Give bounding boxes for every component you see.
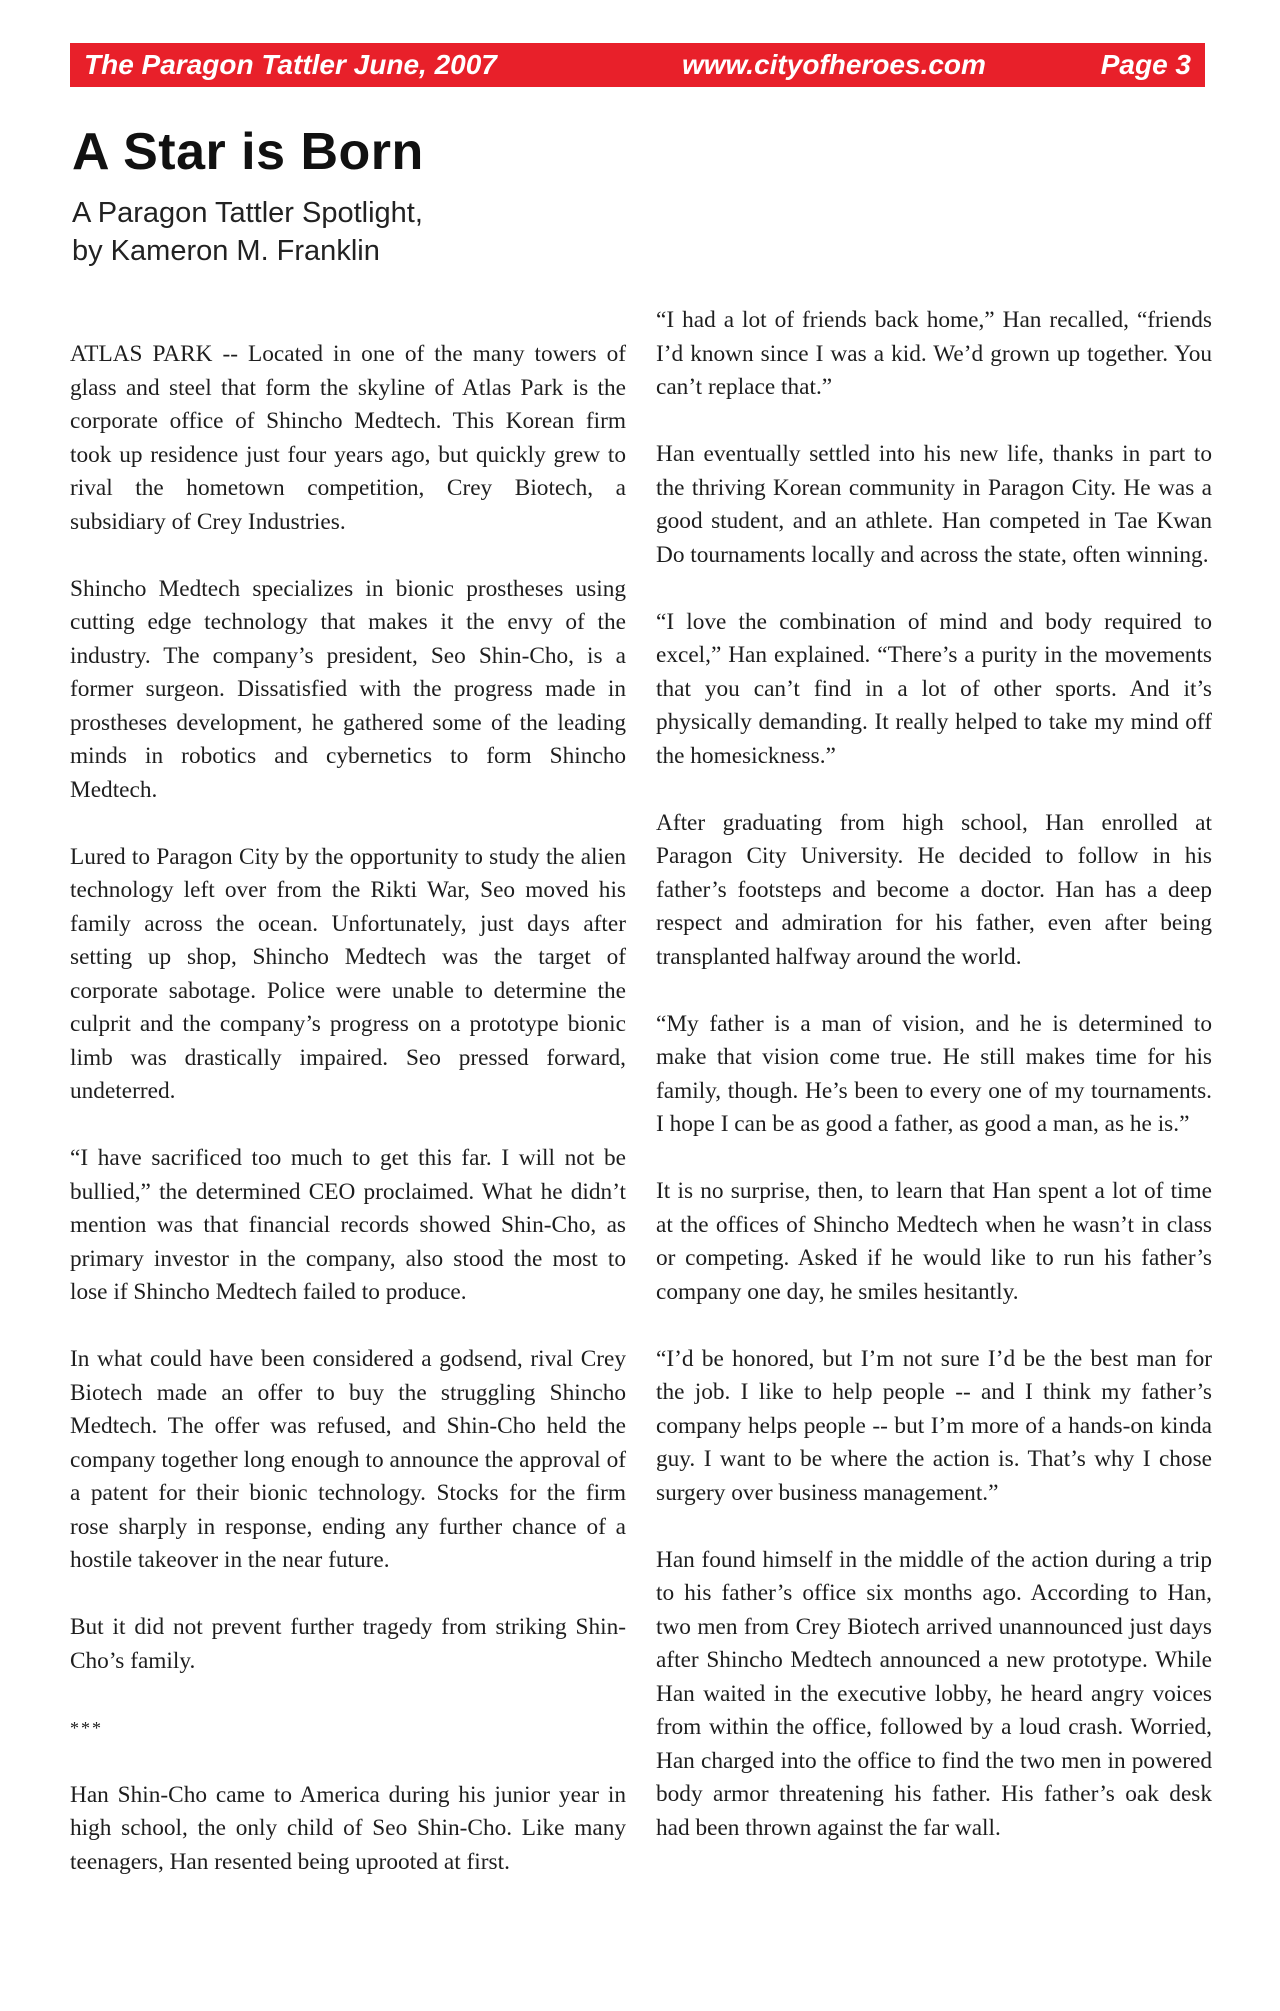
paragraph: “I’d be honored, but I’m not sure I’d be the best man for the job. I like to help people -- and I think my father’s company helps people -- but I’m more of a hands-on kinda guy. I want to be where the action is. That’s why I chose surgery over business management.” [656, 1345, 1212, 1506]
section-separator: *** [70, 1717, 103, 1738]
article-subtitle [72, 194, 423, 270]
publication-title: The Paragon Tattler June, 2007 [84, 49, 497, 80]
paragraph: After graduating from high school, Han enrolled at Paragon City University. He decided to follow in his father’s footsteps and become a doctor. Han has a deep respect and admiration for his father, even after being transplanted halfway around the world. [656, 809, 1212, 970]
paragraph: It is no surprise, then, to learn that Han spent a lot of time at the offices of Shincho Medtech when he wasn’t in class or competing. Asked if he would like to run his father’s company one day, he smiles hesitantly. [656, 1178, 1212, 1305]
paragraph: “I had a lot of friends back home,” Han recalled, “friends I’d known since I was a kid. We’d grown up together. You can’t replace that.” [656, 307, 1212, 400]
paragraph: Lured to Paragon City by the opportunity to study the alien technology left over from the Rikti War, Seo moved his family across the ocean. Unfortunately, just days after setting up shop, Shincho Medtech was the target of corporate sabotage. Police were unable to determine the culprit and the company’s progress on a prototype bionic limb was drastically impaired. Seo pressed forward, undeterred. [70, 843, 626, 1104]
paragraph: ATLAS PARK -- Located in one of the many towers of glass and steel that form the skyline of Atlas Park is the corporate office of Shincho Medtech. This Korean firm took up residence just four years ago, but quickly grew to rival the hometown competition, Crey Biotech, a subsidiary of Crey Industries. [70, 341, 626, 535]
header-bar [70, 43, 1205, 87]
paragraph: “My father is a man of vision, and he is determined to make that vision come true. He still makes time for his family, though. He’s been to every one of my tournaments. I hope I can be as good a father, as good a man, as he is.” [656, 1010, 1212, 1137]
left-column [70, 338, 626, 1913]
article-title: A Star is Born [72, 123, 424, 181]
paragraph: Han eventually settled into his new life, thanks in part to the thriving Korean community in Paragon City. He was a good student, and an athlete. Han competed in Tae Kwan Do tournaments locally and across the state, often winning. [656, 441, 1212, 568]
right-column [656, 304, 1212, 1879]
paragraph: But it did not prevent further tragedy from striking Shin-Cho’s family. [70, 1614, 626, 1674]
paragraph: Han found himself in the middle of the action during a trip to his father’s office six months ago. According to Han, two men from Crey Biotech arrived unannounced just days after Shincho Medtech announced a new prototype. While Han waited in the executive lobby, he heard angry voices from within the office, followed by a loud crash. Worried, Han charged into the office to find the two men in powered body armor threatening his father. His father’s oak desk had been thrown against the far wall. [656, 1546, 1212, 1841]
spotlight-line: A Paragon Tattler Spotlight, [72, 197, 423, 229]
paragraph: In what could have been considered a godsend, rival Crey Biotech made an offer to buy the struggling Shincho Medtech. The offer was refused, and Shin-Cho held the company together long enough to announce the approval of a patent for their bionic technology. Stocks for the firm rose sharply in response, ending any further chance of a hostile takeover in the near future. [70, 1346, 626, 1573]
paragraph: Han Shin-Cho came to America during his junior year in high school, the only child of Seo Shin-Cho. Like many teenagers, Han resented being uprooted at first. [70, 1781, 626, 1875]
page-number: Page 3 [1100, 49, 1191, 80]
paragraph: “I love the combination of mind and body required to excel,” Han explained. “There’s a purity in the movements that you can’t find in a lot of other sports. And it’s physically demanding. It really helped to take my mind off the homesickness.” [656, 608, 1212, 769]
website-url: www.cityofheroes.com [682, 49, 986, 80]
byline: by Kameron M. Franklin [72, 235, 380, 267]
paragraph: Shincho Medtech specializes in bionic prostheses using cutting edge technology that makes it the envy of the industry. The company’s president, Seo Shin-Cho, is a former surgeon. Dissatisfied with the progress made in prostheses development, he gathered some of the leading minds in robotics and cybernetics to form Shincho Medtech. [70, 575, 626, 803]
paragraph: “I have sacrificed too much to get this far. I will not be bullied,” the determined CEO proclaimed. What he didn’t mention was that financial records showed Shin-Cho, as primary investor in the company, also stood the most to lose if Shincho Medtech failed to produce. [70, 1145, 626, 1305]
